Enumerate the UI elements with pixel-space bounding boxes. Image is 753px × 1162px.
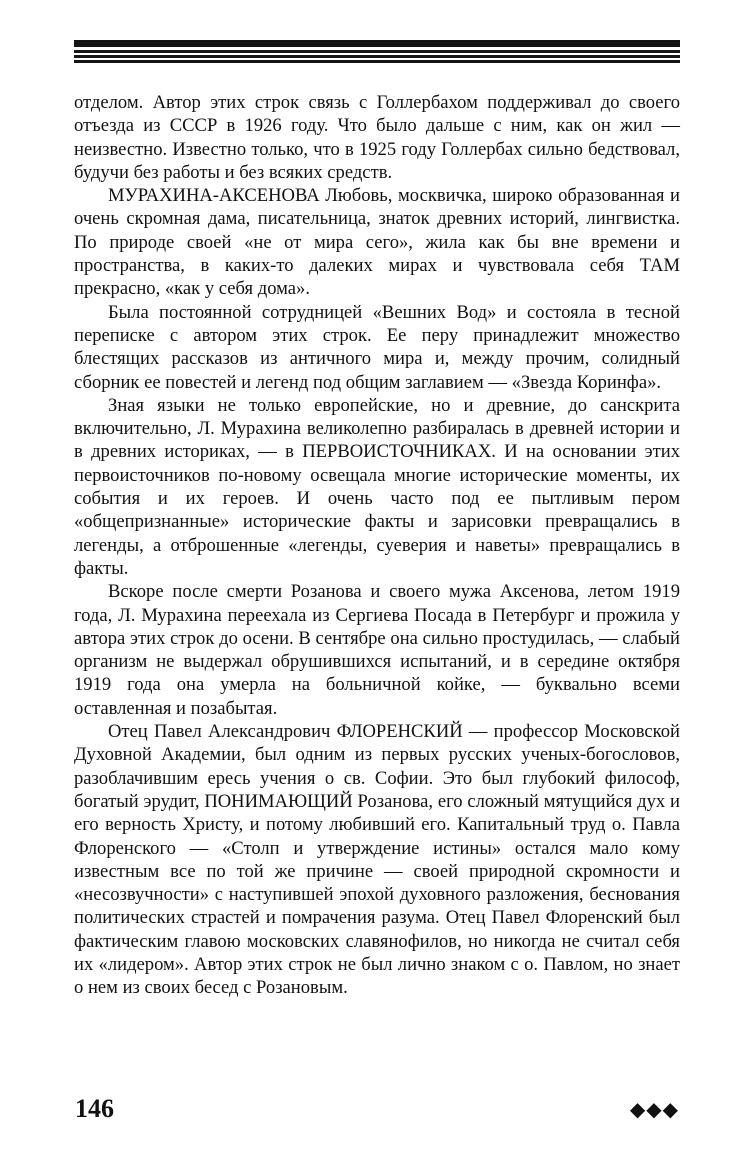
diamond-ornament-icon: ◆◆◆ bbox=[629, 1099, 679, 1121]
paragraph-gollerbach-end: отделом. Автор этих строк связь с Голлербахом поддерживал до своего отъезда из СССР в 1926 году. Что было дальше с ним, как он жил — неизвестно. Известно только, что в 1925 году Голлербах сильно бедствовал, будучи без работы и без всяких средств. bbox=[74, 92, 680, 183]
header-rule bbox=[74, 40, 680, 66]
body-text bbox=[74, 91, 680, 1000]
header-rule-thick-bar bbox=[74, 40, 680, 47]
paragraph-murakhina-languages: Зная языки не только европейские, но и древние, до санскрита включительно, Л. Мурахина великолепно разбиралась в древней истории и в древних историках, — в ПЕРВОИСТОЧНИКАХ. И на основании этих первоисточников по-новому освещала многие исторические моменты, их события и их героев. И очень часто под ее пытливым пером «общепризнанные» исторические факты и зарисовки превращались в легенды, а отброшенные «легенды, суеверия и наветы» превращались в факты. bbox=[74, 394, 680, 579]
paragraph-murakhina-intro: МУРАХИНА-АКСЕНОВА Любовь, москвичка, широко образованная и очень скромная дама, писательница, знаток древних историй, лингвистка. По природе своей «не от мира сего», жила как бы вне времени и пространства, в каких-то далеких мирах и чувствовала себя ТАМ прекрасно, «как у себя дома». bbox=[74, 185, 680, 300]
header-rule-thin-bar bbox=[74, 50, 680, 53]
paragraph-florensky: Отец Павел Александрович ФЛОРЕНСКИЙ — профессор Московской Духовной Академии, был одним из первых русских ученых-богословов, разоблачившим ересь учения о св. Софии. Это был глубокий философ, богатый эрудит, ПОНИМАЮЩИЙ Розанова, его сложный мятущийся дух и его верность Христу, и потому любивший его. Капитальный труд о. Павла Флоренского — «Столп и утверждение истины» остался мало кому известным все по той же причине — своей природной скромности и «несозвучности» с наступившей эпохой духовного разложения, беснования политических страстей и помрачения разума. Отец Павел Флоренский был фактическим главою московских славянофилов, но никогда не считал себя их «лидером». Автор этих строк не был лично знаком с о. Павлом, но знает о нем из своих бесед с Розановым. bbox=[74, 721, 680, 999]
header-rule-thin-bar bbox=[74, 60, 680, 63]
page-number: 146 bbox=[75, 1094, 114, 1123]
paragraph-murakhina-vesnie-vody: Была постоянной сотрудницей «Вешних Вод» и состояла в тесной переписке с автором этих строк. Ее перу принадлежит множество блестящих рассказов из античного мира и, между прочим, солидный сборник ее повестей и легенд под общим заглавием — «Звезда Коринфа». bbox=[74, 301, 680, 393]
paragraph-murakhina-death: Вскоре после смерти Розанова и своего мужа Аксенова, летом 1919 года, Л. Мурахина переехала из Сергиева Посада в Петербург и прожила у автора этих строк до осени. В сентябре она сильно простудилась, — слабый организм не выдержал обрушившихся испытаний, и в середине октября 1919 года она умерла на больничной койке, — буквально всеми оставленная и позабытая. bbox=[74, 581, 680, 719]
header-rule-thin-bar bbox=[74, 55, 680, 58]
